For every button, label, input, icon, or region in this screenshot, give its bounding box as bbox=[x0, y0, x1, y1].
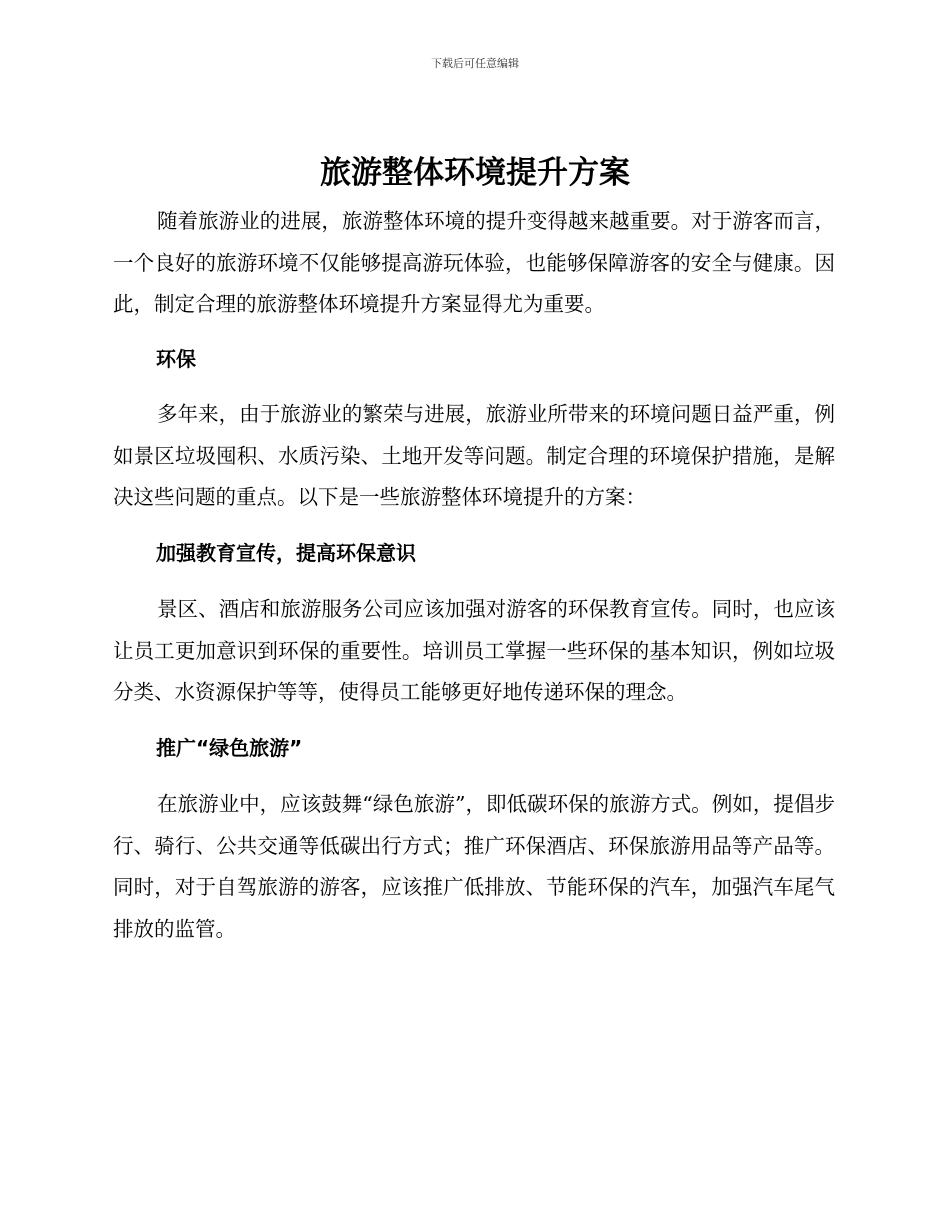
section-heading-education: 加强教育宣传，提高环保意识 bbox=[156, 541, 416, 565]
section-paragraph-green-tourism: 在旅游业中，应该鼓舞“绿色旅游”，即低碳环保的旅游方式。例如，提倡步行、骑行、公共交通等低碳出行方式；推广环保酒店、环保旅游用品等产品等。同时，对于自驾旅游的游客，应该推广低排放、节能环保的汽车，加强汽车尾气排放的监管。 bbox=[113, 792, 835, 941]
section-paragraph-environment: 多年来，由于旅游业的繁荣与进展，旅游业所带来的环境问题日益严重，例如景区垃圾囤积、水质污染、土地开发等问题。制定合理的环境保护措施，是解决这些问题的重点。以下是一些旅游整体环境提升的方案： bbox=[113, 402, 835, 509]
section-heading-green-tourism: 推广“绿色旅游” bbox=[156, 736, 303, 760]
section-paragraph-education: 景区、酒店和旅游服务公司应该加强对游客的环保教育宣传。同时，也应该让员工更加意识到环保的重要性。培训员工掌握一些环保的基本知识，例如垃圾分类、水资源保护等等，使得员工能够更好地传递环保的理念。 bbox=[113, 597, 835, 704]
intro-paragraph: 随着旅游业的进展，旅游整体环境的提升变得越来越重要。对于游客而言，一个良好的旅游环境不仅能够提高游玩体验，也能够保障游客的安全与健康。因此，制定合理的旅游整体环境提升方案显得尤为重要。 bbox=[113, 209, 835, 316]
document-title: 旅游整体环境提升方案 bbox=[320, 155, 630, 191]
section-heading-environment: 环保 bbox=[156, 347, 196, 371]
page-header-note: 下载后可任意编辑 bbox=[431, 57, 519, 70]
